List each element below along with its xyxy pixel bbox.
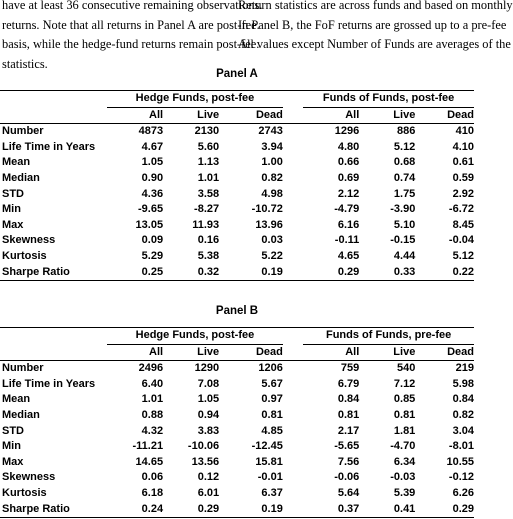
stat-value: 5.12 xyxy=(452,249,474,262)
stat-value: 0.41 xyxy=(359,502,415,518)
stat-value: 0.85 xyxy=(393,393,416,406)
stat-value: 0.06 xyxy=(141,471,164,484)
table-row xyxy=(0,187,474,203)
stat-value: 4.65 xyxy=(337,249,360,262)
table-row xyxy=(0,455,474,471)
stat-value: -6.72 xyxy=(448,203,474,216)
stat-value: 0.09 xyxy=(141,234,164,247)
table-row xyxy=(0,361,474,377)
stat-value: -11.21 xyxy=(132,440,164,453)
stat-value: 1.05 xyxy=(197,393,220,406)
stat-value: 4.67 xyxy=(141,140,164,153)
column-header: Live xyxy=(359,344,415,361)
stat-value: 540 xyxy=(396,362,416,375)
column-spacer-cell xyxy=(283,265,303,281)
stat-value: 2.17 xyxy=(337,424,360,437)
stat-value: -8.01 xyxy=(448,440,474,453)
stat-value: -10.06 xyxy=(187,440,220,453)
stat-value: 0.81 xyxy=(393,408,416,421)
column-header: Dead xyxy=(415,107,474,124)
stat-value: 4873 xyxy=(138,125,164,138)
blank-corner-cell xyxy=(0,328,107,345)
table-row xyxy=(0,155,474,171)
stat-value: 7.12 xyxy=(393,377,416,390)
stat-value: -0.04 xyxy=(448,234,474,247)
stat-value: 10.55 xyxy=(446,455,474,468)
stat-value: 6.37 xyxy=(261,486,283,499)
stat-value: 0.19 xyxy=(219,502,283,518)
stat-value: 0.69 xyxy=(337,171,360,184)
stat-value: 0.29 xyxy=(163,502,219,518)
stat-value: 0.97 xyxy=(261,393,283,406)
table-row xyxy=(0,439,474,455)
table-row xyxy=(0,392,474,408)
stat-value: 3.94 xyxy=(261,140,283,153)
stat-value: 13.96 xyxy=(255,218,283,231)
table-row xyxy=(0,233,474,249)
stat-value: 2496 xyxy=(138,362,164,375)
row-label: Kurtosis xyxy=(2,249,47,262)
table-row xyxy=(0,218,474,234)
column-spacer-cell xyxy=(283,202,303,218)
column-spacer-cell xyxy=(283,155,303,171)
intro-line: basis, while the hedge-fund returns remain post-fee. xyxy=(2,37,260,51)
column-spacer-cell xyxy=(283,140,303,156)
row-label: Max xyxy=(2,218,24,231)
stat-value: 0.24 xyxy=(107,502,163,518)
row-label: Min xyxy=(2,203,21,216)
stat-value: -0.12 xyxy=(448,471,474,484)
group-header-funds-of-funds: Funds of Funds, post-fee xyxy=(303,91,474,108)
blank-label-cell xyxy=(0,344,107,361)
stat-value: 7.08 xyxy=(197,377,220,390)
column-spacer-cell xyxy=(283,171,303,187)
stat-value: -0.01 xyxy=(257,471,283,484)
group-header-funds-of-funds: Funds of Funds, pre-fee xyxy=(303,328,474,345)
stat-value: 3.04 xyxy=(452,424,474,437)
stat-value: 4.98 xyxy=(261,187,283,200)
row-label: Life Time in Years xyxy=(2,377,96,390)
column-spacer-cell xyxy=(283,455,303,471)
table-row xyxy=(0,424,474,440)
stat-value: 6.26 xyxy=(452,486,474,499)
table-row xyxy=(0,171,474,187)
group-spacer-cell xyxy=(283,328,303,345)
stat-value: 2.92 xyxy=(452,187,474,200)
stat-value: 0.22 xyxy=(415,265,474,281)
intro-line: Return statistics are across funds and based on monthly xyxy=(238,0,513,12)
stat-value: 219 xyxy=(455,362,474,375)
column-spacer-cell xyxy=(283,502,303,518)
column-spacer-cell xyxy=(283,187,303,203)
column-spacer-cell xyxy=(283,361,303,377)
stat-value: 0.66 xyxy=(337,156,360,169)
column-spacer-cell xyxy=(283,439,303,455)
stat-value: 0.16 xyxy=(197,234,220,247)
stat-value: -4.79 xyxy=(334,203,360,216)
stat-value: -10.72 xyxy=(251,203,283,216)
stat-value: 1290 xyxy=(194,362,220,375)
table-row xyxy=(0,377,474,393)
stat-value: 1.01 xyxy=(197,171,220,184)
stat-value: 1.13 xyxy=(197,156,220,169)
stat-value: 0.81 xyxy=(261,408,283,421)
group-header-hedge-funds: Hedge Funds, post-fee xyxy=(107,91,283,108)
stat-value: 13.56 xyxy=(191,455,220,468)
group-header-hedge-funds: Hedge Funds, post-fee xyxy=(107,328,283,345)
row-label: Max xyxy=(2,455,24,468)
panel-a-title: Panel A xyxy=(216,68,258,80)
row-label: Mean xyxy=(2,393,31,406)
stat-value: 8.45 xyxy=(452,218,474,231)
intro-line: All values except Number of Funds are averages of the xyxy=(238,37,511,51)
stat-value: 3.58 xyxy=(197,187,220,200)
stat-value: 0.19 xyxy=(219,265,283,281)
stat-value: 5.98 xyxy=(452,377,474,390)
row-label: Kurtosis xyxy=(2,486,47,499)
stat-value: 0.32 xyxy=(163,265,219,281)
stat-value: 6.40 xyxy=(141,377,164,390)
stat-value: 4.36 xyxy=(141,187,164,200)
intro-left-column xyxy=(2,0,263,74)
table-row xyxy=(0,408,474,424)
table-row xyxy=(0,470,474,486)
stat-value: 1206 xyxy=(258,362,283,375)
stat-value: 4.85 xyxy=(261,424,283,437)
panel-b-table xyxy=(0,327,474,518)
stat-value: 6.18 xyxy=(141,486,164,499)
row-label: Skewness xyxy=(2,234,56,247)
stat-value: 1.05 xyxy=(141,156,164,169)
stat-value: 4.80 xyxy=(337,140,360,153)
stat-value: 7.56 xyxy=(337,455,360,468)
stat-value: 0.74 xyxy=(393,171,416,184)
column-spacer-cell xyxy=(283,107,303,124)
stat-value: 0.37 xyxy=(303,502,359,518)
stat-value: 5.12 xyxy=(393,140,416,153)
row-label: Min xyxy=(2,440,21,453)
intro-line: statistics. xyxy=(2,56,48,71)
stat-value: 410 xyxy=(455,125,474,138)
stat-value: 2130 xyxy=(194,125,220,138)
row-label: STD xyxy=(2,424,24,437)
stat-value: 0.61 xyxy=(452,156,474,169)
stat-value: 4.32 xyxy=(141,424,164,437)
table-row xyxy=(0,502,474,518)
stat-value: 1.75 xyxy=(393,187,416,200)
stat-value: 0.12 xyxy=(197,471,220,484)
stat-value: 0.84 xyxy=(452,393,474,406)
stat-value: 5.10 xyxy=(393,218,416,231)
column-header: All xyxy=(107,107,163,124)
column-spacer-cell xyxy=(283,233,303,249)
row-label: Mean xyxy=(2,156,31,169)
intro-line: returns. Note that all returns in Panel A are post-fee. xyxy=(2,17,260,32)
stat-value: 0.82 xyxy=(261,171,283,184)
stat-value: 6.79 xyxy=(337,377,360,390)
stat-value: -0.06 xyxy=(334,471,360,484)
group-spacer-cell xyxy=(283,91,303,108)
stat-value: 886 xyxy=(396,125,416,138)
stat-value: -4.70 xyxy=(390,440,416,453)
stat-value: 0.33 xyxy=(359,265,415,281)
stat-value: -0.15 xyxy=(390,234,416,247)
stat-value: 0.25 xyxy=(107,265,163,281)
column-header: All xyxy=(107,344,163,361)
table-row xyxy=(0,486,474,502)
stat-value: 1.81 xyxy=(393,424,416,437)
stat-value: 2743 xyxy=(258,125,283,138)
stat-value: 0.59 xyxy=(452,171,474,184)
column-header: Dead xyxy=(219,344,283,361)
stat-value: 0.29 xyxy=(415,502,474,518)
stat-value: 0.94 xyxy=(197,408,220,421)
column-spacer-cell xyxy=(283,344,303,361)
column-header: Live xyxy=(359,107,415,124)
stat-value: 14.65 xyxy=(135,455,164,468)
column-spacer-cell xyxy=(283,486,303,502)
panel-a-table xyxy=(0,90,474,281)
stat-value: 5.39 xyxy=(393,486,416,499)
stat-value: 4.10 xyxy=(452,140,474,153)
stat-value: 5.38 xyxy=(197,249,220,262)
column-spacer-cell xyxy=(283,470,303,486)
stat-value: -0.03 xyxy=(390,471,416,484)
row-label: Skewness xyxy=(2,471,56,484)
stat-value: 0.88 xyxy=(141,408,164,421)
column-spacer-cell xyxy=(283,392,303,408)
stat-value: 0.82 xyxy=(452,408,474,421)
table-row xyxy=(0,124,474,140)
column-spacer-cell xyxy=(283,249,303,265)
stat-value: 759 xyxy=(340,362,360,375)
stat-value: 13.05 xyxy=(135,218,164,231)
stat-value: 1.01 xyxy=(141,393,164,406)
row-label: Sharpe Ratio xyxy=(0,502,107,518)
blank-label-cell xyxy=(0,107,107,124)
stat-value: 5.29 xyxy=(141,249,164,262)
stat-value: 0.84 xyxy=(337,393,360,406)
column-spacer-cell xyxy=(283,218,303,234)
stat-value: 0.03 xyxy=(261,234,283,247)
row-label: Number xyxy=(2,362,44,375)
stat-value: 5.22 xyxy=(261,249,283,262)
stat-value: -9.65 xyxy=(138,203,164,216)
stat-value: 1296 xyxy=(334,125,360,138)
stat-value: -5.65 xyxy=(334,440,360,453)
intro-text xyxy=(0,0,513,71)
column-spacer-cell xyxy=(283,124,303,140)
stat-value: -12.45 xyxy=(251,440,283,453)
stat-value: 6.34 xyxy=(393,455,416,468)
stat-value: 2.12 xyxy=(337,187,360,200)
stat-value: -0.11 xyxy=(334,234,360,247)
table-row xyxy=(0,140,474,156)
stat-value: 6.01 xyxy=(197,486,220,499)
row-label: Life Time in Years xyxy=(2,140,96,153)
row-label: Number xyxy=(2,125,44,138)
stat-value: 0.81 xyxy=(337,408,360,421)
stat-value: 5.64 xyxy=(337,486,360,499)
stat-value: 3.83 xyxy=(197,424,220,437)
table-row xyxy=(0,265,474,281)
stat-value: -3.90 xyxy=(390,203,416,216)
stat-value: 4.44 xyxy=(393,249,416,262)
stat-value: 15.81 xyxy=(255,455,283,468)
column-header: Dead xyxy=(219,107,283,124)
stat-value: 6.16 xyxy=(337,218,360,231)
intro-right-column xyxy=(238,0,513,55)
column-spacer-cell xyxy=(283,377,303,393)
column-header: All xyxy=(303,107,359,124)
stat-value: 0.68 xyxy=(393,156,416,169)
stat-value: 0.90 xyxy=(141,171,164,184)
table-row xyxy=(0,202,474,218)
row-label: Sharpe Ratio xyxy=(0,265,107,281)
column-header: Live xyxy=(163,344,219,361)
row-label: Median xyxy=(2,171,40,184)
intro-line: In Panel B, the FoF returns are grossed up to a pre-fee xyxy=(238,17,507,32)
column-spacer-cell xyxy=(283,424,303,440)
column-header: All xyxy=(303,344,359,361)
column-header: Live xyxy=(163,107,219,124)
panel-b-title: Panel B xyxy=(215,305,259,317)
blank-corner-cell xyxy=(0,91,107,108)
stat-value: 5.60 xyxy=(197,140,220,153)
stat-value: 5.67 xyxy=(261,377,283,390)
stat-value: 0.29 xyxy=(303,265,359,281)
stat-value: 11.93 xyxy=(192,218,220,231)
stat-value: 1.00 xyxy=(261,156,283,169)
row-label: Median xyxy=(2,408,40,421)
intro-line: have at least 36 consecutive remaining observations. xyxy=(2,0,263,12)
column-spacer-cell xyxy=(283,408,303,424)
column-header: Dead xyxy=(415,344,474,361)
stat-value: -8.27 xyxy=(194,203,220,216)
table-row xyxy=(0,249,474,265)
row-label: STD xyxy=(2,187,24,200)
